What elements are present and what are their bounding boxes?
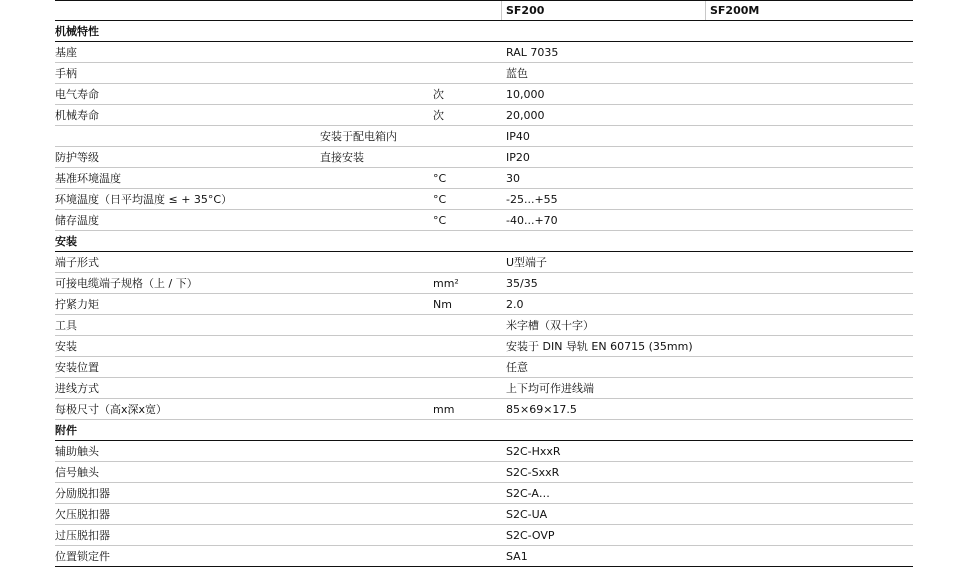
- header-divider: [705, 1, 706, 20]
- row-value: S2C-UA: [506, 507, 548, 521]
- table-row: [55, 105, 913, 126]
- row-label: 手柄: [55, 67, 77, 80]
- table-row: [55, 441, 913, 462]
- row-value: -40...+70: [506, 213, 558, 227]
- table-row: [55, 399, 913, 420]
- section-title: 安装: [55, 235, 77, 248]
- table-row: [55, 357, 913, 378]
- section-header: [55, 231, 913, 252]
- row-unit: mm²: [433, 276, 459, 290]
- table-row: [55, 273, 913, 294]
- table-row: [55, 336, 913, 357]
- row-label: 辅助触头: [55, 445, 99, 458]
- row-unit: °C: [433, 171, 447, 185]
- table-row: [55, 210, 913, 231]
- row-unit: Nm: [433, 297, 452, 311]
- row-value: -25...+55: [506, 192, 558, 206]
- row-value: IP20: [506, 150, 530, 164]
- row-value: SA1: [506, 549, 528, 563]
- row-label: 储存温度: [55, 214, 99, 227]
- row-label: 端子形式: [55, 256, 99, 269]
- row-value: 85×69×17.5: [506, 402, 577, 416]
- table-row: [55, 483, 913, 504]
- row-value: S2C-HxxR: [506, 444, 561, 458]
- table-row: [55, 189, 913, 210]
- row-unit: 次: [433, 88, 444, 101]
- table-row: [55, 126, 913, 147]
- table-row: [55, 504, 913, 525]
- row-value: 上下均可作进线端: [506, 382, 594, 395]
- row-label: 安装: [55, 340, 77, 353]
- table-row: [55, 525, 913, 546]
- row-label: 拧紧力矩: [55, 298, 99, 311]
- table-row: [55, 462, 913, 483]
- row-label: 分励脱扣器: [55, 487, 110, 500]
- section-header: [55, 420, 913, 441]
- table-row: [55, 147, 913, 168]
- table-row: [55, 546, 913, 567]
- row-unit: °C: [433, 213, 447, 227]
- row-value: 20,000: [506, 108, 545, 122]
- row-value: U型端子: [506, 256, 548, 269]
- row-label: 欠压脱扣器: [55, 508, 110, 521]
- row-label: 位置锁定件: [55, 550, 110, 563]
- table-row: [55, 378, 913, 399]
- row-label: 过压脱扣器: [55, 529, 110, 542]
- table-row: [55, 294, 913, 315]
- section-title: 机械特性: [55, 25, 99, 38]
- table-body: [55, 21, 913, 567]
- table-row: [55, 63, 913, 84]
- table-row: [55, 315, 913, 336]
- row-value: S2C-SxxR: [506, 465, 560, 479]
- row-label: 基准环境温度: [55, 172, 121, 185]
- row-unit: 次: [433, 109, 444, 122]
- row-unit: mm: [433, 402, 455, 416]
- row-value: 10,000: [506, 87, 545, 101]
- row-label: 环境温度（日平均温度 ≤ + 35°C）: [55, 193, 233, 206]
- row-value: 米字槽（双十字）: [506, 319, 594, 332]
- row-sublabel: 安装于配电箱内: [320, 130, 397, 143]
- row-label: 防护等级: [55, 151, 99, 164]
- row-label: 可接电缆端子规格（上 / 下）: [55, 277, 198, 290]
- row-value: 35/35: [506, 276, 538, 290]
- section-header: [55, 21, 913, 42]
- row-value: 2.0: [506, 297, 524, 311]
- header-divider: [501, 1, 502, 20]
- table-row: [55, 252, 913, 273]
- row-label: 机械寿命: [55, 109, 99, 122]
- row-value: IP40: [506, 129, 530, 143]
- column-header-sf200m: SF200M: [710, 4, 760, 17]
- row-value: 任意: [506, 361, 528, 374]
- row-value: 30: [506, 171, 520, 185]
- table-row: [55, 84, 913, 105]
- spec-table: [55, 0, 913, 567]
- row-value: 安装于 DIN 导轨 EN 60715 (35mm): [506, 340, 693, 353]
- row-label: 工具: [55, 319, 77, 332]
- row-label: 安装位置: [55, 361, 99, 374]
- row-unit: °C: [433, 192, 447, 206]
- row-value: 蓝色: [506, 67, 528, 80]
- row-value: S2C-OVP: [506, 528, 555, 542]
- row-label: 电气寿命: [55, 88, 99, 101]
- row-value: RAL 7035: [506, 45, 559, 59]
- table-row: [55, 42, 913, 63]
- section-title: 附件: [55, 424, 77, 437]
- table-row: [55, 168, 913, 189]
- column-header-sf200: SF200: [506, 4, 545, 17]
- row-sublabel: 直接安装: [320, 151, 364, 164]
- row-label: 进线方式: [55, 382, 99, 395]
- row-label: 信号触头: [55, 466, 99, 479]
- table-header: [55, 0, 913, 21]
- row-value: S2C-A…: [506, 486, 550, 500]
- row-label: 每极尺寸（高x深x宽）: [55, 403, 168, 416]
- row-label: 基座: [55, 46, 77, 59]
